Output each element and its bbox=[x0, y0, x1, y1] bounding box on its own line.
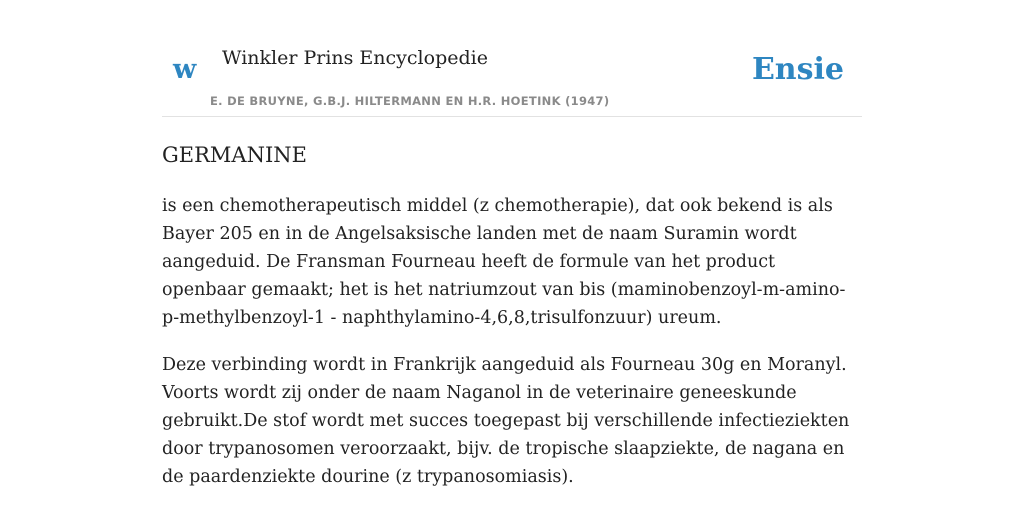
entry-paragraph: is een chemotherapeutisch middel (z chemotherapie), dat ook bekend is als Bayer 205 en in de Angelsaksische landen met de naam Suramin wordt aangeduid. De Fransman Fourneau heeft de formule van het product openbaar gemaakt; het is het natriumzout van bis (maminobenzoyl-m-amino-p-methylbenzoyl-1 - naphthylamino-4,6,8,trisulfonzuur) ureum. bbox=[162, 196, 846, 328]
entry-body bbox=[162, 192, 862, 510]
brand-logo[interactable]: Ensie bbox=[751, 52, 844, 87]
entry-title: GERMANINE bbox=[162, 143, 307, 167]
source-header bbox=[162, 0, 862, 117]
entry-paragraph: Deze verbinding wordt in Frankrijk aangeduid als Fourneau 30g en Moranyl. Voorts wordt zij onder de naam Naganol in de veterinaire geneeskunde gebruikt.De stof wordt met succes toegepast bij verschillende infectieziekten door trypanosomen veroorzaakt, bijv. de tropische slaapziekte, de nagana en de paardenziekte dourine (z trypanosomiasis). bbox=[162, 355, 850, 487]
source-authors: E. DE BRUYNE, G.B.J. HILTERMANN EN H.R. HOETINK (1947) bbox=[210, 94, 610, 108]
source-logo[interactable]: w bbox=[173, 54, 197, 85]
source-title[interactable]: Winkler Prins Encyclopedie bbox=[222, 47, 488, 69]
